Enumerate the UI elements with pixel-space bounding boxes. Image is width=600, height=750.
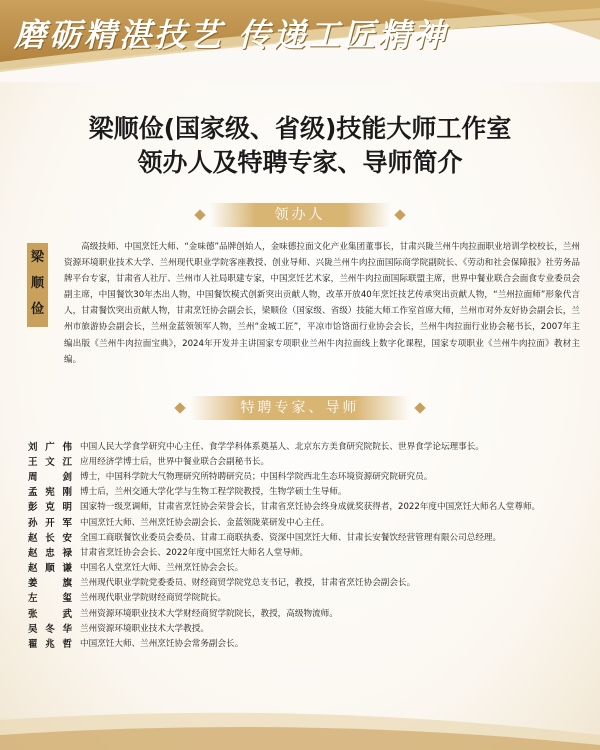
title-line-1: 梁顺俭(国家级、省级)技能大师工作室 [88, 114, 512, 143]
expert-desc: 中国人民大学食学研究中心主任、食学学科体系奠基人、北京东方美食研究院院长、世界食学论坛理事长。 [80, 441, 484, 452]
diamond-ornament-icon [194, 209, 205, 220]
leader-name-char: 顺 [30, 276, 44, 291]
expert-row [28, 484, 588, 499]
expert-desc: 兰州现代职业学院财经商贸学院院长。 [80, 593, 227, 604]
expert-row [28, 605, 588, 620]
expert-name: 彭克明 [28, 502, 72, 514]
leader-name-badge [27, 243, 48, 327]
expert-row [28, 514, 588, 529]
expert-row [28, 560, 588, 575]
diamond-ornament-icon [174, 402, 185, 413]
title-line-2: 领办人及特聘专家、导师简介 [137, 148, 463, 177]
expert-name: 王文江 [28, 456, 72, 468]
expert-row [28, 468, 588, 483]
expert-row [28, 499, 588, 514]
expert-name: 赵忠禄 [28, 547, 72, 559]
top-banner [0, 0, 600, 82]
diamond-ornament-icon [414, 402, 425, 413]
leader-bio: 高级技师、中国烹饪大师、“金味德”品牌创始人，金味德拉面文化产业集团董事长，甘肃兴陇兰州牛肉拉面职业培训学校校长，兰州资源环境职业技术大学、兰州现代职业学院客座教授、创业导师、兴陇兰州牛肉拉面国际商学院副院长、《劳动和社会保障报》社劳务品牌平台专家，甘肃省人社厅、兰州市人社局职建专家，中国烹饪艺术家，兰州牛肉拉面国际联盟主席，世界中餐业联合会面食专业委员会副主席，中国餐饮30年杰出人物，中国餐饮模式创新突出贡献人物，改革开放40年烹饪技艺传承突出贡献人物，“兰州拉面师”形象代言人，甘肃餐饮突出贡献人物，甘肃烹饪协会副会长，梁顺俭（国家级、省级）技能大师工作室首席大师，兰州市对外友好协会副会长，兰州市旅游协会副会长，兰州金蓝领领军人物，兰州“金城工匠”，平凉市饸饹面行业协会会长，兰州牛肉拉面行业协会秘书长，2007年主编出版《兰州牛肉拉面宝典》，2024年开发并主讲国家专项职业兰州牛肉拉面线上数字化课程，国家专项职业《兰州牛肉拉面》教材主编。 [64, 242, 580, 365]
leader-name-char: 梁 [30, 250, 44, 265]
expert-name: 张武 [28, 608, 72, 620]
expert-desc: 应用经济学博士后，世界中餐业联合会副秘书长。 [80, 456, 270, 467]
expert-name: 吴冬华 [28, 623, 72, 635]
leader-name-char: 俭 [30, 302, 44, 317]
expert-desc: 中国名人堂烹饪大师、兰州烹饪协会会长。 [80, 563, 244, 574]
expert-name: 赵顺谦 [28, 563, 72, 575]
expert-row [28, 544, 588, 559]
expert-name: 刘广伟 [28, 441, 72, 453]
expert-row [28, 620, 588, 635]
expert-name: 孙开军 [28, 517, 72, 529]
expert-desc: 国家特一级烹调师，甘肃省烹饪协会荣誉会长，甘肃省烹饪协会终身成就奖获得者，2022年度中国烹饪大师名人堂尊师。 [80, 502, 541, 513]
expert-desc: 兰州资源环境职业技术大学教授。 [80, 623, 209, 634]
banner-slogan: 磨砺精湛技艺 传递工匠精神 [14, 16, 449, 54]
expert-desc: 兰州现代职业学院党委委员、财经商贸学院党总支书记，教授，甘肃省烹饪协会副会长。 [80, 578, 416, 589]
expert-name: 姜旗 [28, 578, 72, 590]
expert-row [28, 590, 588, 605]
expert-row [28, 575, 588, 590]
expert-desc: 中国烹饪大师、兰州烹饪协会常务副会长。 [80, 639, 244, 650]
expert-name: 孟宪刚 [28, 487, 72, 499]
expert-name: 赵长安 [28, 532, 72, 544]
expert-name: 翟兆哲 [28, 639, 72, 651]
leader-header-label: 领办人 [274, 207, 326, 223]
expert-name: 周剑 [28, 471, 72, 483]
expert-row [28, 453, 588, 468]
diamond-ornament-icon [394, 209, 405, 220]
expert-row [28, 635, 588, 650]
bottom-wave-decoration [0, 680, 600, 750]
page-title [0, 112, 600, 180]
experts-header-label: 特聘专家、导师 [240, 400, 360, 416]
expert-desc: 中国烹饪大师、兰州烹饪协会副会长、金蓝领陇菜研发中心主任。 [80, 517, 330, 528]
experts-list [28, 438, 588, 651]
experts-section-header [190, 396, 410, 420]
expert-desc: 全国工商联餐饮业委员会委员、甘肃工商联执委、资深中国烹饪大师、甘肃长安餐饮经营管理有限公司总经理。 [80, 532, 502, 543]
expert-desc: 甘肃省烹饪协会会长、2022年度中国烹饪大师名人堂导师。 [80, 547, 309, 558]
expert-desc: 兰州资源环境职业技术大学财经商贸学院院长，教授，高级物流师。 [80, 608, 338, 619]
expert-row [28, 438, 588, 453]
leader-section-header [210, 203, 390, 227]
expert-row [28, 529, 588, 544]
expert-name: 左玺 [28, 593, 72, 605]
expert-desc: 博士，中国科学院大气物理研究所特聘研究员；中国科学院西北生态环境资源研究院研究员。 [80, 471, 433, 482]
expert-desc: 博士后，兰州交通大学化学与生物工程学院教授，生物学硕士生导师。 [80, 487, 347, 498]
